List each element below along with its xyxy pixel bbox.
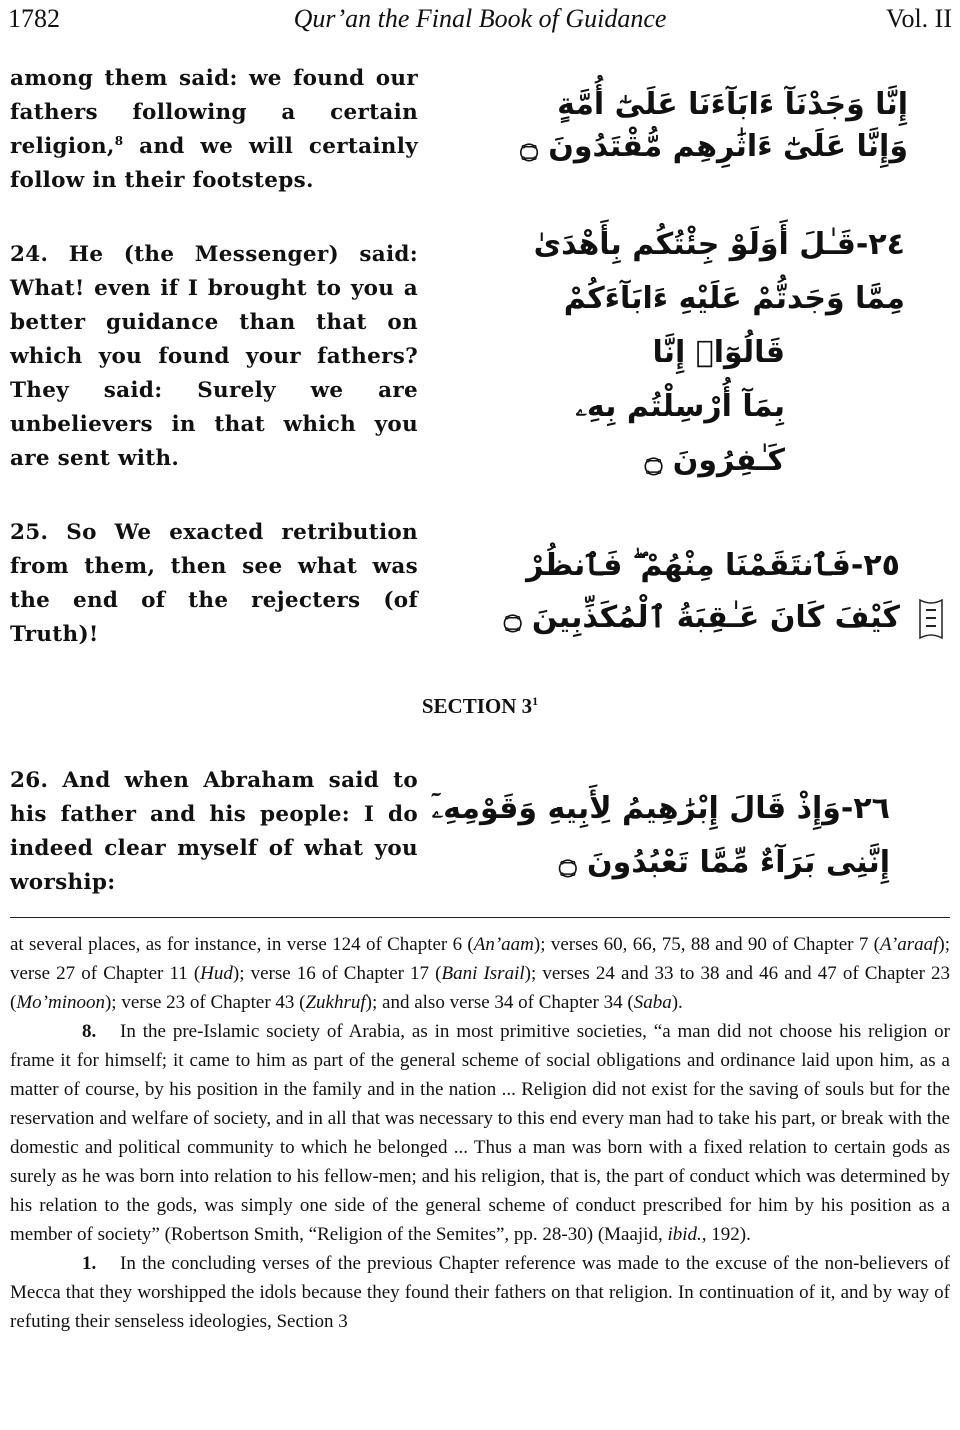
running-title: Qur’an the Final Book of Guidance — [293, 4, 667, 33]
footnote-ref-8[interactable]: 8 — [114, 133, 124, 148]
verse-arabic-25: ٢٥-فَٱنتَقَمْنَا مِنْهُمْ ۖ فَٱنظُرْ كَيْفَ كَانَ عَـٰقِبَةُ ٱلْمُكَذِّبِينَ ۝ — [503, 548, 900, 635]
verse-english-24: 24. He (the Messenger) said: What! even if I brought to you a better guidance than that on which you found your fathers? They said: Surely we are unbelievers in that which you are sent with. — [10, 242, 418, 471]
verse-arabic-26: ٢٦-وَإِذْ قَالَ إِبْرَٰهِيمُ لِأَبِيهِ وَقَوْمِهِۦٓ إِنَّنِى بَرَآءٌ مِّمَّا تَعْبُدُونَ ۝ — [431, 791, 890, 880]
footnote-number: 8. — [82, 1021, 97, 1042]
section-heading: SECTION $3^1$ — [421, 694, 539, 718]
footnote-continuation: at several places, as for instance, in verse 124 of Chapter 6 (An’aam); verses 60, 66, 75, 88 and 90 of Chapter 7 (A’araaf); verse 27 of Chapter 11 (Hud); verse 16 of Chapter 17 (Bani Israil); verses 24 and 33 to 38 and 46 and 47 of Chapter 23 (Mo’minoon); verse 23 of Chapter 43 (Zukhruf); and also verse 34 of Chapter 34 (Saba). — [10, 934, 951, 1013]
volume-label: Vol. II — [886, 4, 952, 33]
verse-arabic-24: ٢٤-قَـٰلَ أَوَلَوْ جِئْتُكُم بِأَهْدَىٰ مِمَّا وَجَدتُّمْ عَلَيْهِ ءَابَآءَكُمْ قَالُوٓا۟ إِنَّا بِمَآ أُرْسِلْتُم بِهِۦ كَـٰفِرُونَ ۝ — [533, 227, 905, 478]
verse-english-23-cont: among them said: we found our fathers following a certain religion,$^8$ and we will certainly follow in their footsteps. — [10, 66, 418, 193]
verse-english-25: 25. So We exacted retribution from them, then see what was the end of the rejecters (of Truth)! — [10, 520, 418, 647]
page-header — [8, 2, 952, 38]
footnote-ref-1[interactable]: 1 — [532, 694, 539, 708]
ruku-marker-icon — [914, 596, 948, 642]
footnote-8: 8. In the pre-Islamic society of Arabia, as in most primitive societies, “a man did not choose his religion or frame it for himself; it came to him as part of the general scheme of social obligations and ordinance laid upon him, as a matter of course, by his position in the family and in the nation ... Religion did not exist for the saving of souls but for the reservation and welfare of society, and in all that was necessary to this end every man had to take his part, or break with the domestic and political community to which he belonged ... Thus a man was born with a fixed relation to certain gods as surely as he was born into relation to his fellow-men; and his religion, that is, the part of conduct which was determined by his relation to the gods, was simply one side of the general scheme of conduct prescribed for him by his position as a member of society” (Robertson Smith, “Religion of the Semites”, pp. 28-30) (Maajid, ibid., 192). — [10, 1017, 950, 1249]
footnotes — [10, 930, 950, 1336]
page-number: 1782 — [8, 4, 60, 33]
footnote-1: 1. In the concluding verses of the previous Chapter reference was made to the excuse of the non-believers of Mecca that they worshipped the idols because they found their fathers on that religion. In continuation of it, and by way of refuting their senseless ideologies, Section 3 — [10, 1249, 950, 1336]
footnote-number: 1. — [82, 1253, 97, 1274]
footnote-divider — [10, 917, 950, 918]
verse-english-26: 26. And when Abraham said to his father and his people: I do indeed clear myself of what you worship: — [10, 768, 418, 895]
verse-arabic-23: إِنَّا وَجَدْنَآ ءَابَآءَنَا عَلَىٰٓ أُمَّةٍ وَإِنَّا عَلَىٰٓ ءَاثَٰرِهِم مُّقْتَدُونَ ۝ — [520, 87, 908, 164]
